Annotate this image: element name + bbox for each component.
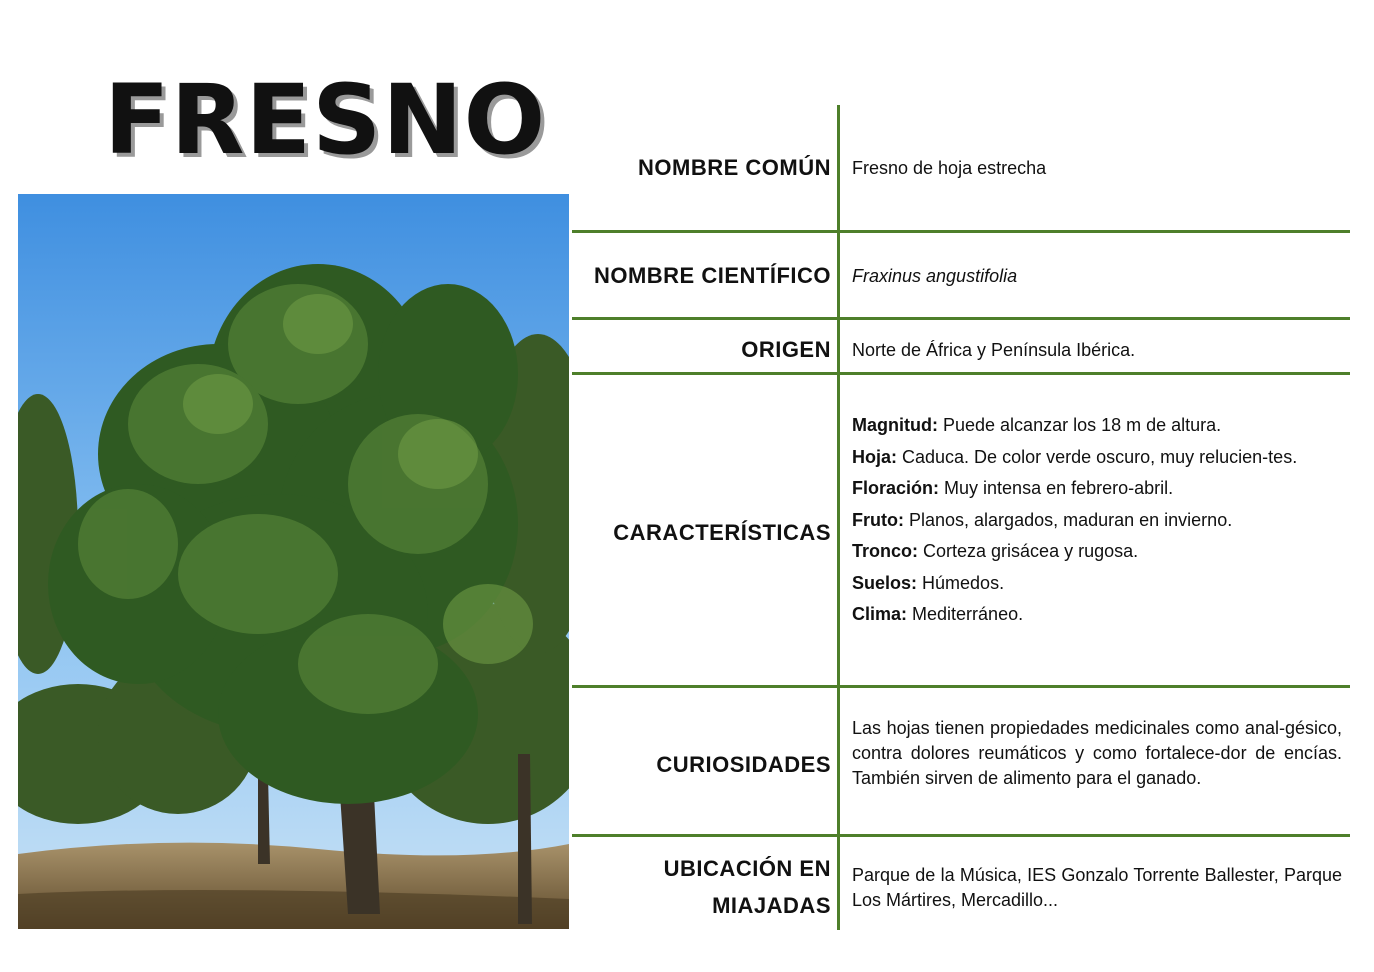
page-title: FRESNO <box>104 64 547 176</box>
char-tronco: Tronco: Corteza grisácea y rugosa. <box>852 541 1139 561</box>
char-fruto: Fruto: Planos, alargados, maduran en invierno. <box>852 509 1233 530</box>
row-divider <box>572 685 1350 688</box>
row-divider <box>572 834 1350 837</box>
value-nombre-comun: Fresno de hoja estrecha <box>852 158 1047 178</box>
value-ubicacion: Parque de la Música, IES Gonzalo Torrente Ballester, Parque Los Mártires, Mercadillo... <box>852 865 1342 910</box>
label-origen: ORIGEN <box>741 337 831 362</box>
row-divider <box>572 317 1350 320</box>
label-curiosidades: CURIOSIDADES <box>656 752 831 777</box>
char-clima: Clima: Mediterráneo. <box>852 604 1024 624</box>
label-caracteristicas: CARACTERÍSTICAS <box>613 520 831 545</box>
label-nombre-comun: NOMBRE COMÚN <box>638 155 831 180</box>
char-suelos: Suelos: Húmedos. <box>852 572 1005 593</box>
label-nombre-cientifico: NOMBRE CIENTÍFICO <box>593 263 831 288</box>
char-floracion: Floración: Muy intensa en febrero-abril. <box>852 478 1174 498</box>
label-ubicacion-line2: MIAJADAS <box>712 893 831 918</box>
value-origen: Norte de África y Península Ibérica. <box>852 340 1136 360</box>
label-ubicacion-line1: UBICACIÓN EN <box>663 856 831 881</box>
row-divider <box>572 230 1350 233</box>
column-divider <box>837 105 840 930</box>
char-magnitud: Magnitud: Puede alcanzar los 18 m de altura. <box>852 415 1222 435</box>
value-curiosidades: Las hojas tienen propiedades medicinales como anal-gésico, contra dolores reumáticos y como fortalece-dor de encías. También sirven de alimento para el ganado. <box>852 718 1342 788</box>
char-hoja: Hoja: Caduca. De color verde oscuro, muy relucien-tes. <box>852 446 1298 467</box>
row-divider <box>572 372 1350 375</box>
value-nombre-cientifico: Fraxinus angustifolia <box>852 266 1018 286</box>
caracteristicas-list <box>852 413 1342 634</box>
tree-photo <box>18 194 569 929</box>
